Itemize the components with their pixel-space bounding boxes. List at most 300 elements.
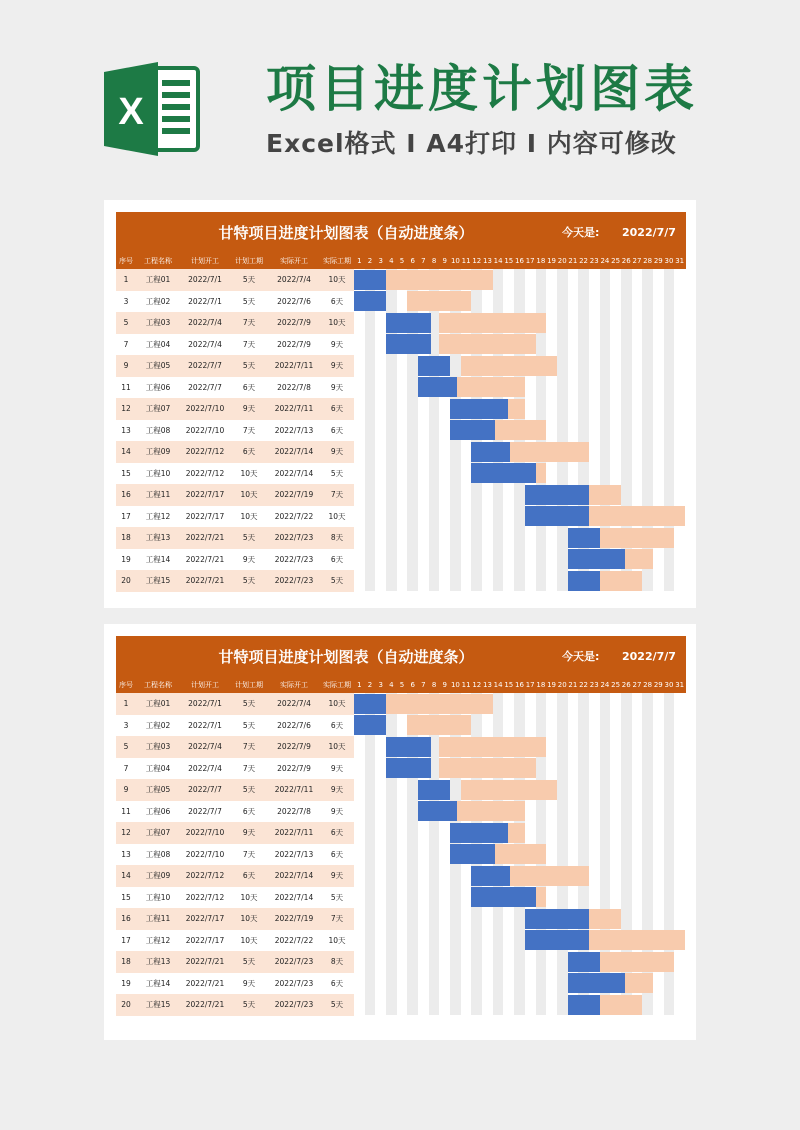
table-cell: 1 [123, 699, 129, 708]
sheet-header [116, 212, 686, 254]
day-header: 16 [515, 681, 524, 689]
table-cell: 2022/7/1 [188, 699, 222, 708]
table-cell: 10天 [240, 511, 258, 521]
column-header: 计划工期 [235, 681, 263, 689]
table-cell: 2022/7/9 [277, 339, 311, 349]
table-cell: 15 [121, 468, 131, 478]
day-header: 18 [536, 681, 546, 689]
day-header: 31 [675, 257, 685, 265]
day-header: 21 [568, 257, 578, 265]
day-header: 11 [461, 257, 471, 265]
table-cell: 5天 [242, 957, 256, 966]
table-cell: 10天 [240, 468, 258, 478]
table-cell: 2022/7/19 [274, 914, 314, 923]
table-cell: 2022/7/11 [274, 361, 314, 370]
table-row[interactable] [116, 484, 354, 506]
table-cell: 5天 [242, 275, 256, 284]
plan-progress-bar [386, 737, 431, 757]
day-header: 5 [399, 257, 405, 265]
table-cell: 7天 [242, 763, 256, 773]
table-cell: 5 [123, 318, 129, 327]
table-cell: 12 [121, 404, 131, 413]
table-row[interactable] [116, 506, 354, 528]
day-header: 17 [525, 257, 535, 265]
plan-progress-bar [386, 758, 431, 778]
day-header: 19 [547, 681, 556, 689]
table-cell: 8天 [330, 533, 344, 542]
table-cell: 2022/7/14 [274, 892, 314, 902]
gantt-sheet-1 [104, 200, 696, 608]
table-cell: 工程06 [145, 382, 171, 392]
table-cell: 2022/7/23 [274, 957, 314, 966]
actual-progress-bar [578, 506, 685, 526]
table-cell: 9天 [330, 339, 344, 349]
plan-progress-bar [568, 952, 600, 972]
column-header: 实际开工 [280, 257, 308, 265]
table-cell: 2022/7/10 [185, 425, 225, 435]
table-cell: 2022/7/21 [185, 1000, 225, 1009]
day-header: 2 [367, 257, 373, 265]
table-cell: 工程07 [145, 404, 171, 413]
table-cell: 5天 [242, 720, 256, 730]
actual-progress-bar [407, 715, 471, 735]
table-cell: 2022/7/4 [277, 699, 311, 708]
plan-progress-bar [568, 549, 626, 569]
day-header: 26 [621, 257, 631, 265]
plan-progress-bar [471, 463, 535, 483]
table-row[interactable] [116, 420, 354, 442]
sub-title: Excel格式 I A4打印 I 内容可修改 [266, 129, 677, 158]
table-cell: 2022/7/17 [185, 914, 225, 923]
table-cell: 工程14 [145, 978, 171, 988]
table-cell: 6天 [242, 806, 256, 816]
plan-progress-bar [354, 291, 386, 311]
table-cell: 20 [121, 1000, 131, 1009]
table-row[interactable] [116, 758, 354, 780]
table-cell: 工程03 [145, 742, 171, 751]
plan-progress-bar [418, 801, 456, 821]
table-cell: 6天 [330, 404, 344, 413]
gantt-column-stripe [557, 269, 568, 591]
table-cell: 2022/7/4 [188, 763, 222, 773]
table-row[interactable] [116, 355, 354, 377]
table-cell: 2022/7/1 [188, 296, 222, 306]
table-cell: 5天 [242, 296, 256, 306]
table-cell: 2022/7/7 [188, 361, 222, 370]
plan-progress-bar [525, 485, 589, 505]
logo-letter: X [118, 91, 144, 133]
sheet-title: 甘特项目进度计划图表（自动进度条） [218, 648, 474, 666]
table-cell: 2022/7/12 [185, 892, 225, 902]
plan-progress-bar [525, 909, 589, 929]
day-header: 21 [568, 681, 578, 689]
table-cell: 2022/7/11 [274, 828, 314, 837]
table-cell: 9天 [330, 382, 344, 392]
table-cell: 工程11 [145, 914, 171, 923]
day-header: 1 [357, 681, 362, 689]
table-cell: 2022/7/8 [277, 382, 311, 392]
table-cell: 2022/7/17 [185, 935, 225, 945]
actual-progress-bar [589, 952, 674, 972]
table-cell: 6天 [330, 425, 344, 435]
column-header: 计划开工 [191, 257, 219, 265]
column-header-row [116, 678, 686, 693]
table-cell: 9天 [242, 554, 256, 564]
table-cell: 5天 [242, 785, 256, 794]
main-title: 项目进度计划图表 [266, 60, 698, 118]
actual-progress-bar [439, 758, 535, 778]
table-cell: 14 [121, 447, 131, 456]
table-cell: 2022/7/11 [274, 404, 314, 413]
table-row[interactable] [116, 291, 354, 313]
day-header: 26 [621, 681, 631, 689]
table-cell: 10天 [328, 699, 346, 708]
table-cell: 9天 [330, 871, 344, 880]
table-cell: 2022/7/9 [277, 763, 311, 773]
plan-progress-bar [471, 887, 535, 907]
table-cell: 9天 [330, 806, 344, 816]
table-cell: 7天 [330, 490, 344, 499]
day-header: 30 [664, 681, 674, 689]
table-cell: 6天 [330, 554, 344, 564]
table-cell: 7天 [242, 425, 256, 435]
table-cell: 7天 [330, 914, 344, 923]
table-cell: 19 [121, 554, 131, 564]
plan-progress-bar [471, 442, 509, 462]
table-cell: 6天 [330, 296, 344, 306]
table-cell: 2022/7/17 [185, 511, 225, 521]
plan-progress-bar [354, 270, 386, 290]
table-cell: 2022/7/7 [188, 785, 222, 794]
table-row[interactable] [116, 973, 354, 995]
actual-progress-bar [439, 737, 546, 757]
excel-icon [104, 62, 202, 156]
table-cell: 10天 [240, 914, 258, 923]
table-cell: 工程06 [145, 806, 171, 816]
today-label: 今天是: [562, 226, 600, 239]
day-header: 6 [410, 681, 415, 689]
table-cell: 2022/7/4 [188, 742, 222, 751]
column-header: 工程名称 [144, 257, 172, 265]
table-row[interactable] [116, 844, 354, 866]
day-header: 18 [536, 257, 546, 265]
table-cell: 2022/7/4 [188, 318, 222, 327]
table-cell: 2022/7/19 [274, 490, 314, 499]
plan-progress-bar [450, 399, 508, 419]
plan-progress-bar [568, 995, 600, 1015]
plan-progress-bar [418, 377, 456, 397]
table-cell: 9 [123, 361, 129, 370]
plan-progress-bar [568, 571, 600, 591]
table-cell: 工程10 [145, 468, 171, 478]
gantt-sheet-2 [104, 624, 696, 1040]
day-header: 15 [504, 257, 514, 265]
plan-progress-bar [418, 356, 450, 376]
table-row[interactable] [116, 269, 354, 291]
table-row[interactable] [116, 549, 354, 571]
day-header: 4 [389, 681, 394, 689]
table-cell: 11 [121, 382, 131, 392]
table-cell: 2022/7/22 [274, 935, 314, 945]
day-header: 28 [643, 257, 653, 265]
table-cell: 9天 [330, 763, 344, 773]
table-cell: 2022/7/22 [274, 511, 314, 521]
table-row[interactable] [116, 822, 354, 844]
table-cell: 10天 [328, 275, 346, 284]
table-cell: 2022/7/7 [188, 806, 222, 816]
day-header: 19 [547, 257, 556, 265]
table-row[interactable] [116, 527, 354, 549]
table-row[interactable] [116, 865, 354, 887]
table-cell: 2022/7/12 [185, 871, 225, 880]
table-cell: 8天 [330, 957, 344, 966]
table-cell: 2022/7/8 [277, 806, 311, 816]
table-cell: 2022/7/23 [274, 576, 314, 585]
table-cell: 2022/7/23 [274, 533, 314, 542]
day-header: 27 [632, 257, 642, 265]
table-cell: 2022/7/14 [274, 468, 314, 478]
table-cell: 2022/7/13 [274, 425, 314, 435]
table-cell: 2022/7/13 [274, 849, 314, 859]
table-row[interactable] [116, 570, 354, 592]
table-cell: 工程12 [145, 935, 171, 945]
table-cell: 13 [121, 425, 131, 435]
table-cell: 2022/7/6 [277, 296, 311, 306]
table-row[interactable] [116, 334, 354, 356]
plan-progress-bar [568, 528, 600, 548]
table-cell: 工程05 [145, 361, 171, 370]
table-cell: 10天 [328, 742, 346, 751]
table-cell: 2022/7/10 [185, 404, 225, 413]
table-cell: 6天 [330, 720, 344, 730]
actual-progress-bar [439, 334, 535, 354]
plan-progress-bar [450, 844, 495, 864]
table-cell: 5天 [242, 699, 256, 708]
table-cell: 2022/7/12 [185, 447, 225, 456]
table-cell: 10天 [240, 935, 258, 945]
table-cell: 工程04 [145, 339, 171, 349]
table-cell: 2022/7/10 [185, 849, 225, 859]
table-cell: 2022/7/23 [274, 1000, 314, 1009]
table-cell: 工程08 [145, 425, 171, 435]
day-header: 8 [431, 681, 437, 689]
table-row[interactable] [116, 463, 354, 485]
column-header: 序号 [119, 257, 133, 265]
table-cell: 工程03 [145, 318, 171, 327]
column-header: 序号 [119, 681, 133, 689]
day-header: 5 [399, 681, 405, 689]
table-cell: 7 [123, 339, 129, 349]
table-cell: 7 [123, 763, 129, 773]
table-row[interactable] [116, 693, 354, 715]
actual-progress-bar [461, 780, 557, 800]
table-cell: 5天 [330, 468, 344, 478]
table-cell: 2022/7/9 [277, 742, 311, 751]
actual-progress-bar [578, 930, 685, 950]
table-cell: 17 [121, 935, 131, 945]
table-row[interactable] [116, 908, 354, 930]
today-value: 2022/7/7 [622, 226, 676, 239]
day-header: 9 [442, 257, 447, 265]
table-cell: 10天 [328, 935, 346, 945]
day-header: 31 [675, 681, 685, 689]
day-header: 10 [450, 257, 460, 265]
day-header: 13 [483, 257, 492, 265]
hero-banner [0, 0, 800, 200]
table-cell: 2022/7/14 [274, 871, 314, 880]
day-header: 23 [589, 681, 599, 689]
table-cell: 10天 [240, 892, 258, 902]
table-row[interactable] [116, 312, 354, 334]
table-cell: 10天 [328, 318, 346, 327]
plan-progress-bar [418, 780, 450, 800]
table-row[interactable] [116, 951, 354, 973]
table-cell: 2022/7/21 [185, 533, 225, 542]
actual-progress-bar [589, 528, 674, 548]
table-cell: 工程04 [145, 763, 171, 773]
plan-progress-bar [386, 313, 431, 333]
table-cell: 12 [121, 828, 131, 837]
table-cell: 3 [123, 296, 129, 306]
day-header: 9 [442, 681, 447, 689]
today-value: 2022/7/7 [622, 650, 676, 663]
table-cell: 2022/7/17 [185, 490, 225, 499]
table-cell: 9天 [330, 447, 344, 456]
day-header: 1 [357, 257, 362, 265]
day-header: 3 [378, 681, 383, 689]
table-row[interactable] [116, 779, 354, 801]
column-header: 工程名称 [144, 681, 172, 689]
table-cell: 工程07 [145, 828, 171, 837]
table-cell: 2022/7/14 [274, 447, 314, 456]
table-cell: 2022/7/1 [188, 275, 222, 284]
table-cell: 18 [121, 957, 131, 966]
table-cell: 2022/7/21 [185, 957, 225, 966]
table-cell: 9天 [242, 828, 256, 837]
table-cell: 10天 [240, 490, 258, 499]
table-cell: 10天 [328, 511, 346, 521]
table-cell: 2022/7/1 [188, 720, 222, 730]
table-cell: 7天 [242, 339, 256, 349]
table-cell: 6天 [330, 978, 344, 988]
table-cell: 13 [121, 849, 131, 859]
table-row[interactable] [116, 801, 354, 823]
table-cell: 5 [123, 742, 129, 751]
day-header: 22 [579, 681, 589, 689]
day-header: 7 [421, 257, 426, 265]
day-header: 28 [643, 681, 653, 689]
day-header: 7 [421, 681, 426, 689]
table-row[interactable] [116, 994, 354, 1016]
table-cell: 5天 [242, 533, 256, 542]
day-header: 16 [515, 257, 524, 265]
table-cell: 2022/7/21 [185, 554, 225, 564]
table-cell: 2022/7/12 [185, 468, 225, 478]
table-cell: 14 [121, 871, 131, 880]
day-header: 2 [367, 681, 373, 689]
table-cell: 2022/7/10 [185, 828, 225, 837]
table-cell: 工程11 [145, 490, 171, 499]
sheet-header [116, 636, 686, 678]
day-header: 25 [611, 257, 621, 265]
table-row[interactable] [116, 887, 354, 909]
table-cell: 工程09 [145, 871, 171, 880]
table-cell: 1 [123, 275, 129, 284]
plan-progress-bar [450, 420, 495, 440]
gantt-chart [354, 693, 685, 1015]
table-cell: 工程15 [145, 576, 171, 585]
table-cell: 工程01 [145, 699, 171, 708]
table-cell: 2022/7/4 [188, 339, 222, 349]
table-cell: 工程02 [145, 296, 171, 306]
gantt-chart [354, 269, 685, 591]
table-cell: 工程05 [145, 785, 171, 794]
table-cell: 2022/7/9 [277, 318, 311, 327]
table-row[interactable] [116, 377, 354, 399]
plan-progress-bar [450, 823, 508, 843]
table-row[interactable] [116, 441, 354, 463]
table-cell: 16 [121, 914, 131, 923]
table-cell: 6天 [242, 382, 256, 392]
table-cell: 2022/7/4 [277, 275, 311, 284]
table-cell: 2022/7/7 [188, 382, 222, 392]
plan-progress-bar [568, 973, 626, 993]
column-header: 实际工期 [323, 681, 351, 689]
day-header: 20 [557, 681, 567, 689]
table-row[interactable] [116, 736, 354, 758]
actual-progress-bar [386, 694, 493, 714]
day-header: 22 [579, 257, 589, 265]
table-row[interactable] [116, 715, 354, 737]
table-cell: 9天 [330, 361, 344, 370]
table-cell: 7天 [242, 318, 256, 327]
table-cell: 6天 [330, 849, 344, 859]
column-header: 实际开工 [280, 681, 308, 689]
day-header: 20 [557, 257, 567, 265]
day-header: 3 [378, 257, 383, 265]
day-header: 12 [472, 681, 482, 689]
table-cell: 18 [121, 533, 131, 542]
column-header-row [116, 254, 686, 269]
table-cell: 工程14 [145, 554, 171, 564]
table-cell: 9 [123, 785, 129, 794]
table-cell: 9天 [330, 785, 344, 794]
gantt-column-stripe [557, 693, 568, 1015]
day-header: 30 [664, 257, 674, 265]
table-cell: 2022/7/23 [274, 978, 314, 988]
day-header: 24 [600, 681, 610, 689]
table-cell: 9天 [242, 978, 256, 988]
table-cell: 工程09 [145, 447, 171, 456]
day-header: 23 [589, 257, 599, 265]
actual-progress-bar [461, 356, 557, 376]
table-cell: 工程02 [145, 720, 171, 730]
day-header: 4 [389, 257, 394, 265]
day-header: 29 [653, 681, 663, 689]
day-header: 13 [483, 681, 492, 689]
table-cell: 工程12 [145, 511, 171, 521]
table-cell: 11 [121, 806, 131, 816]
plan-progress-bar [386, 334, 431, 354]
table-row[interactable] [116, 398, 354, 420]
table-cell: 工程10 [145, 892, 171, 902]
table-cell: 2022/7/21 [185, 978, 225, 988]
table-cell: 2022/7/6 [277, 720, 311, 730]
table-row[interactable] [116, 930, 354, 952]
table-cell: 5天 [330, 892, 344, 902]
day-header: 14 [493, 257, 503, 265]
day-header: 12 [472, 257, 482, 265]
